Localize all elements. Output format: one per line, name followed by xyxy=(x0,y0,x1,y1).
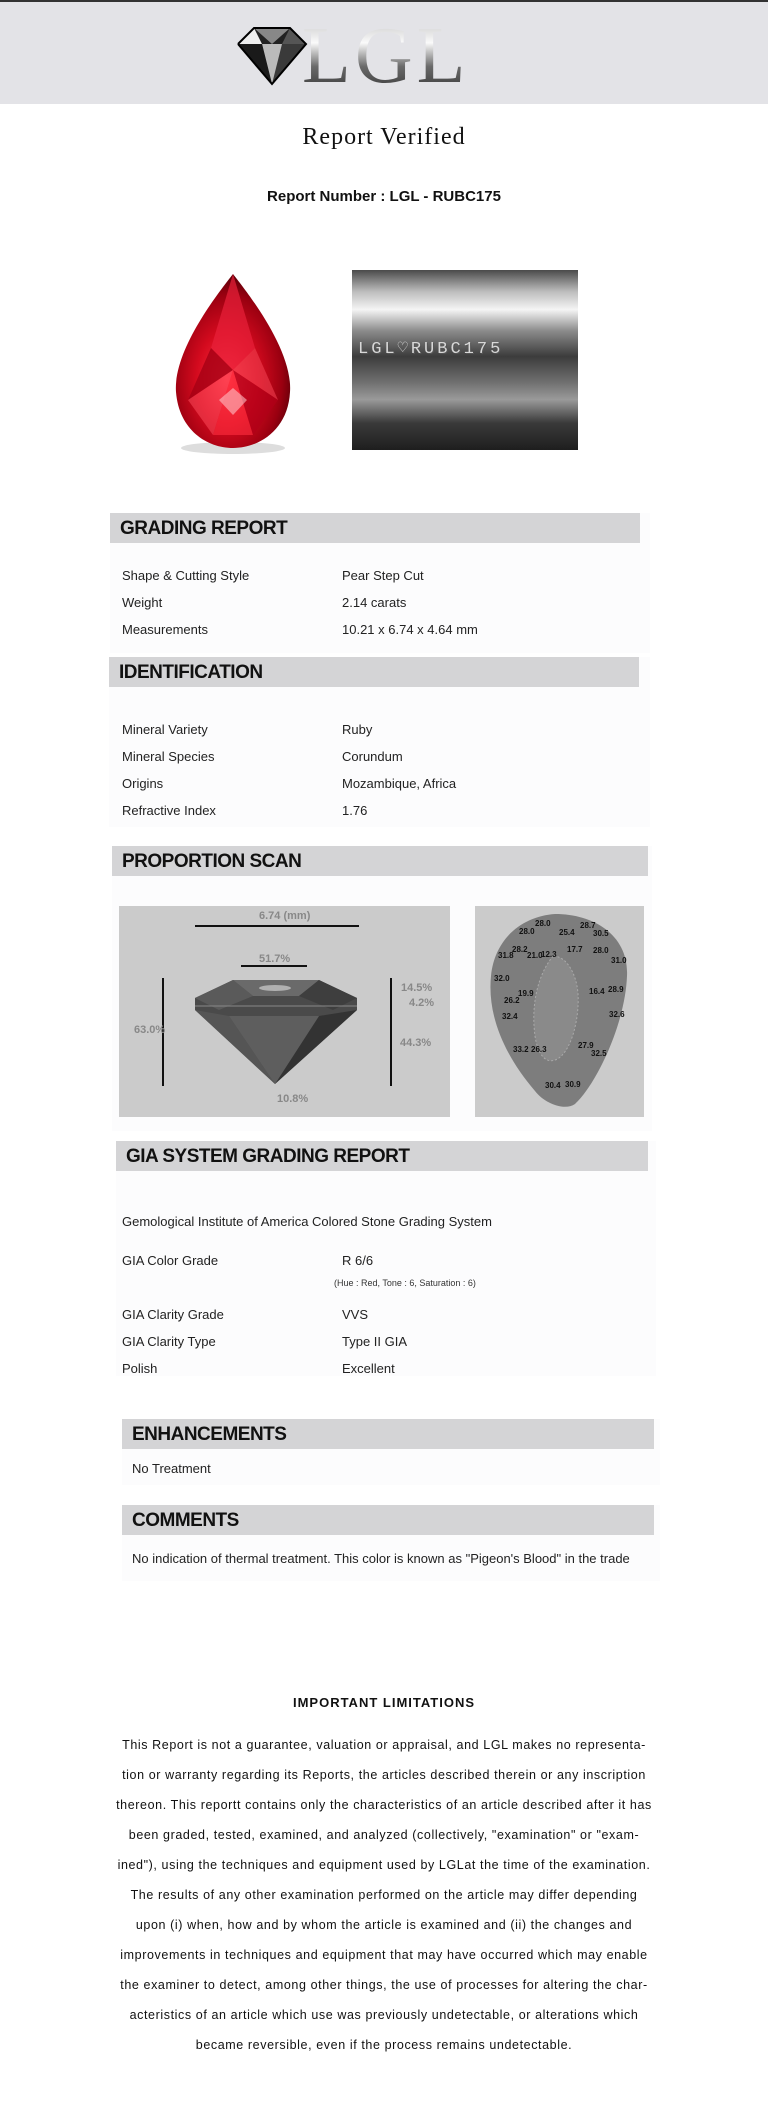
ruby-photo xyxy=(133,270,327,460)
identification-row-value: Ruby xyxy=(342,722,373,737)
limitations-line: been graded, tested, examined, and analyzed (collectively, "examination" or "exam- xyxy=(128,1828,640,1842)
gia-row-value: R 6/6 xyxy=(342,1253,374,1268)
grading-row-label: Weight xyxy=(122,595,163,610)
grading-row-value: 2.14 carats xyxy=(342,595,407,610)
table-percent-label: 51.7% xyxy=(259,953,291,965)
proportion-scan-heading: PROPORTION SCAN xyxy=(112,846,648,876)
limitations-line: This Report is not a guarantee, valuation or appraisal, and LGL makes no representa- xyxy=(122,1738,646,1752)
gia-row-label: Polish xyxy=(122,1361,158,1376)
top-value: 19.9 xyxy=(518,989,534,998)
top-value: 33.2 xyxy=(513,1045,529,1054)
gia-heading: GIA SYSTEM GRADING REPORT xyxy=(116,1141,648,1171)
identification-row-value: Mozambique, Africa xyxy=(342,776,457,791)
top-value: 31.8 xyxy=(498,951,514,960)
top-value: 28.0 xyxy=(519,927,535,936)
limitations-line: acteristics of an article which use was previously undetectable, or alterations which xyxy=(129,2008,639,2022)
side-profile-diagram xyxy=(119,906,450,1117)
identification-heading: IDENTIFICATION xyxy=(109,657,639,687)
top-value: 26.2 xyxy=(504,996,520,1005)
comments-heading: COMMENTS xyxy=(122,1505,654,1535)
comments-text: No indication of thermal treatment. This color is known as "Pigeon's Blood" in the trade xyxy=(132,1551,630,1566)
top-value: 28.2 xyxy=(512,945,528,954)
limitations-title: IMPORTANT LIMITATIONS xyxy=(292,1695,476,1710)
gia-row-value: Excellent xyxy=(342,1361,395,1376)
top-value: 17.7 xyxy=(567,945,583,954)
top-value: 27.9 xyxy=(578,1041,594,1050)
gia-color-note: (Hue : Red, Tone : 6, Saturation : 6) xyxy=(334,1278,476,1288)
top-view-diagram xyxy=(475,906,644,1117)
limitations-line: thereon. This reportt contains only the characteristics of an article described after it has xyxy=(116,1798,652,1812)
top-value: 16.4 xyxy=(589,987,605,996)
identification-row-value: 1.76 xyxy=(342,803,368,818)
depth-percent-label: 63.0% xyxy=(134,1024,166,1036)
top-value: 12.3 xyxy=(541,950,557,959)
gia-row-label: GIA Clarity Grade xyxy=(122,1307,224,1322)
top-value: 28.0 xyxy=(593,946,609,955)
report-number: Report Number : LGL - RUBC175 xyxy=(267,188,501,205)
lgl-logo[interactable] xyxy=(232,12,492,100)
diamond-icon xyxy=(232,22,310,88)
grading-report-heading: GRADING REPORT xyxy=(110,513,640,543)
top-value: 31.0 xyxy=(611,956,627,965)
pavilion-percent-label: 44.3% xyxy=(400,1037,432,1049)
enhancements-heading: ENHANCEMENTS xyxy=(122,1419,654,1449)
top-value: 26.3 xyxy=(531,1045,547,1054)
gia-row-label: GIA Color Grade xyxy=(122,1253,219,1268)
logo-text: LGL xyxy=(302,12,470,100)
heart-icon: ♡ xyxy=(397,340,411,359)
grading-row-value: Pear Step Cut xyxy=(342,568,424,583)
identification-row-label: Mineral Variety xyxy=(122,722,208,737)
girdle-percent-label: 4.2% xyxy=(409,997,435,1009)
top-value: 30.4 xyxy=(545,1081,561,1090)
top-value: 30.5 xyxy=(593,929,609,938)
limitations-line: The results of any other examination performed on the article may differ depending xyxy=(130,1888,638,1902)
top-value: 28.0 xyxy=(535,919,551,928)
top-value: 28.9 xyxy=(608,985,624,994)
limitations-line: improvements in techniques and equipment that may have occurred which may enable xyxy=(120,1948,648,1962)
grading-row-label: Measurements xyxy=(122,622,208,637)
limitations-line: the examiner to detect, among other things, the use of processes for altering the char- xyxy=(120,1978,648,1992)
limitations-line: became reversible, even if the process remains undetectable. xyxy=(195,2038,573,2052)
identification-row-label: Origins xyxy=(122,776,164,791)
width-label: 6.74 (mm) xyxy=(259,910,311,922)
identification-row-label: Refractive Index xyxy=(122,803,216,818)
limitations-line: upon (i) when, how and by whom the article is examined and (ii) the changes and xyxy=(135,1918,633,1932)
grading-row-value: 10.21 x 6.74 x 4.64 mm xyxy=(342,622,478,637)
page-title: Report Verified xyxy=(302,124,466,150)
top-value: 32.6 xyxy=(609,1010,625,1019)
identification-row-label: Mineral Species xyxy=(122,749,215,764)
identification-row-value: Corundum xyxy=(342,749,403,764)
grading-row-label: Shape & Cutting Style xyxy=(122,568,250,583)
inscription-text: LGL♡RUBC175 xyxy=(358,340,504,359)
gia-system-text: Gemological Institute of America Colored Stone Grading System xyxy=(122,1214,492,1229)
top-value: 25.4 xyxy=(559,928,575,937)
top-value: 21.0 xyxy=(527,951,543,960)
top-value: 28.7 xyxy=(580,921,596,930)
crown-percent-label: 14.5% xyxy=(401,982,433,994)
top-value: 30.9 xyxy=(565,1080,581,1089)
enhancements-text: No Treatment xyxy=(132,1461,211,1476)
top-value: 32.0 xyxy=(494,974,510,983)
top-value: 32.4 xyxy=(502,1012,518,1021)
culet-percent-label: 10.8% xyxy=(277,1093,309,1105)
gia-row-value: VVS xyxy=(342,1307,369,1322)
gia-row-value: Type II GIA xyxy=(342,1334,408,1349)
limitations-line: ined"), using the techniques and equipment used by LGLat the time of the examination. xyxy=(117,1858,651,1872)
top-value: 32.5 xyxy=(591,1049,607,1058)
header xyxy=(0,2,768,104)
inscription-photo xyxy=(352,270,578,450)
limitations-line: tion or warranty regarding its Reports, the articles described therein or any inscription xyxy=(122,1768,646,1782)
gia-row-label: GIA Clarity Type xyxy=(122,1334,216,1349)
